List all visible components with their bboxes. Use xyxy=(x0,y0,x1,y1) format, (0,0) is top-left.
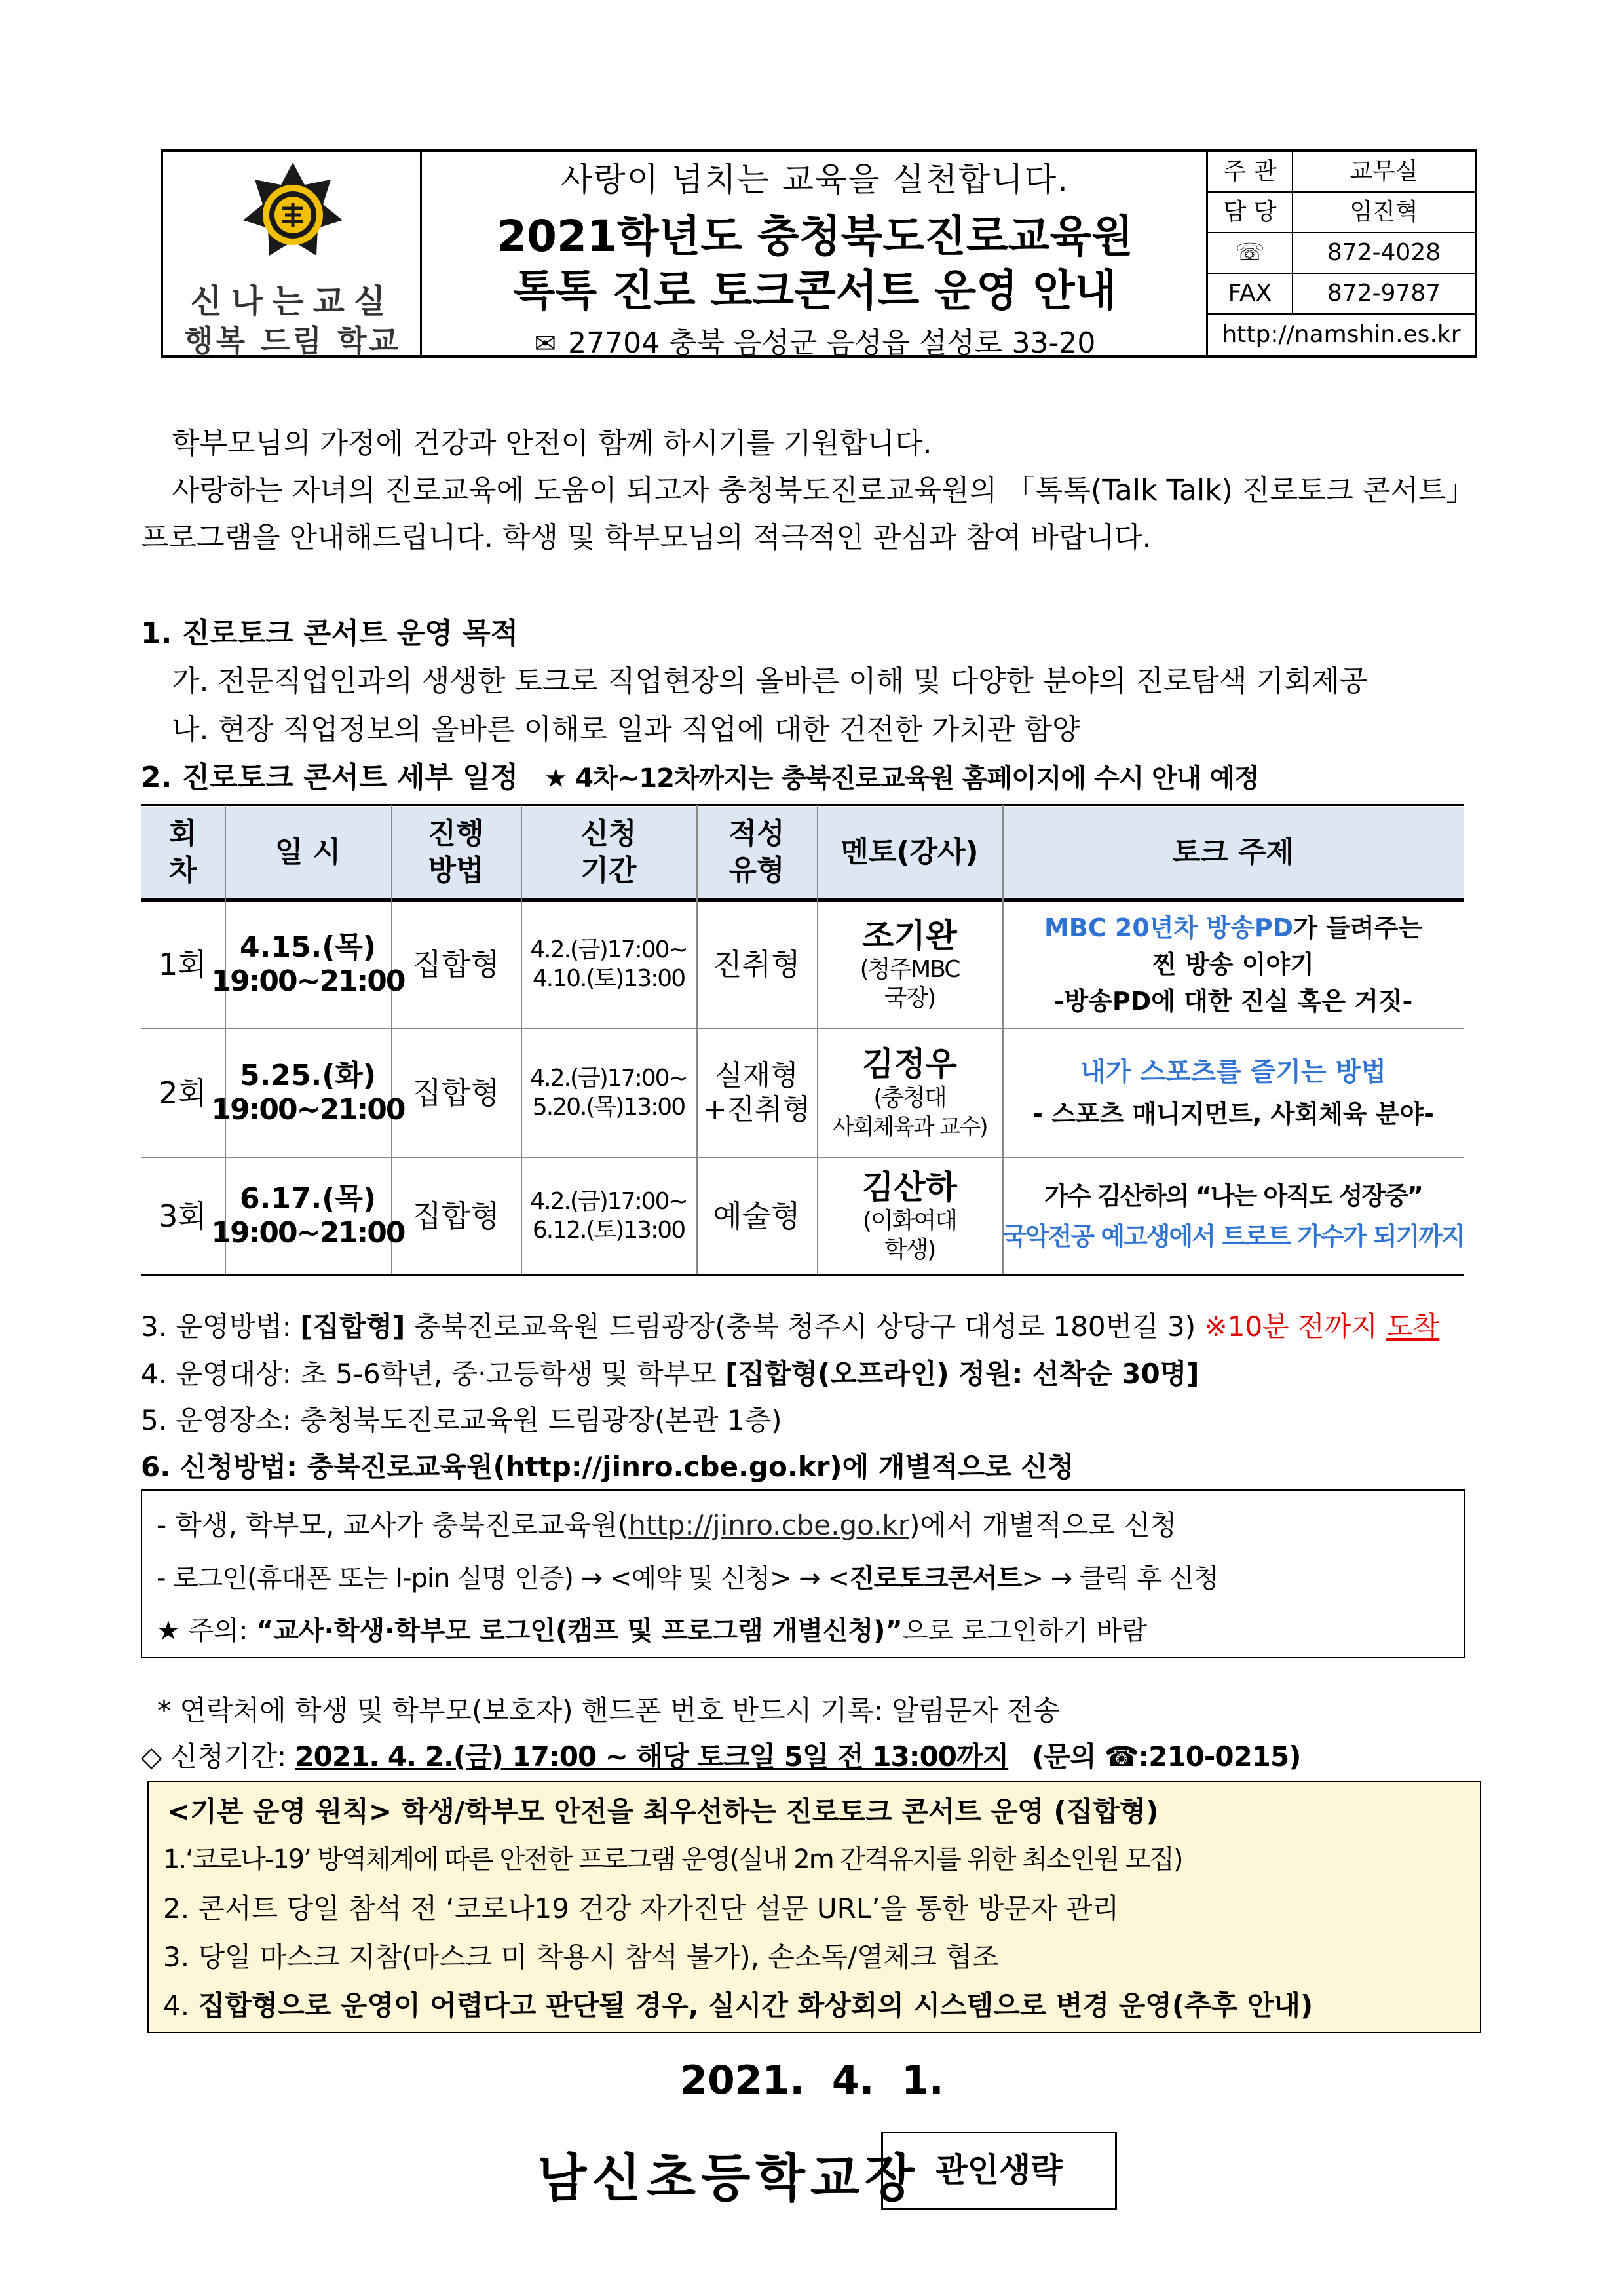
operation-principles-box xyxy=(147,1781,1481,2033)
school-website-link[interactable]: http://namshin.es.kr xyxy=(1222,321,1461,348)
official-seal-omitted: 관인생략 xyxy=(881,2132,1117,2210)
info-row xyxy=(1208,274,1475,315)
section-heading: 1. 진로토크 콘서트 운영 목적 xyxy=(141,617,519,650)
table-row-datetime: 5.25.(화) 19:00~21:00 xyxy=(211,1059,405,1126)
purpose-item: 가. 전문직업인과의 생생한 토크로 직업현장의 올바른 이해 및 다양한 분야의 진로탐색 기회제공 xyxy=(172,664,1368,698)
principle-item: 1.‘코로나-19’ 방역체계에 따른 안전한 프로그램 운영(실내 2m 간격유지를 위한 최소인원 모집) xyxy=(163,1845,1182,1875)
info-key: FAX xyxy=(1208,274,1293,313)
principle-item: 3. 당일 마스크 지참(마스크 미 착용시 참석 불가), 손소독/열체크 협조 xyxy=(163,1941,999,1973)
schedule-table xyxy=(141,801,1464,1278)
school-logo-panel xyxy=(163,152,422,358)
table-row-mentor: 김정우 (충청대 사회체육과 교수) xyxy=(832,1045,987,1140)
header-title-panel xyxy=(422,152,1208,360)
table-row-method: 집합형 xyxy=(412,1075,500,1111)
info-key: 주 관 xyxy=(1208,152,1293,191)
col-header-mentor: 멘토(강사) xyxy=(840,835,979,869)
table-row-topic: 내가 스포츠를 즐기는 방법 - 스포츠 매니지먼트, 사회체육 분야- xyxy=(1032,1057,1434,1128)
table-row-type: 예술형 xyxy=(713,1198,801,1234)
principle-item: 2. 콘서트 당일 참석 전 ‘코로나19 건강 자가진단 설문 URL’을 통한 방문자 관리 xyxy=(163,1892,1120,1924)
application-instructions-box xyxy=(141,1489,1465,1658)
contact-note: * 연락처에 학생 및 학부모(보호자) 핸드폰 번호 반드시 기록: 알림문자 전송 xyxy=(157,1694,1061,1727)
col-header-type: 적성 유형 xyxy=(728,817,785,887)
document-header xyxy=(161,149,1477,358)
table-row-apply: 4.2.(금)17:00~ 6.12.(토)13:00 xyxy=(530,1188,687,1244)
info-value: 교무실 xyxy=(1350,158,1418,185)
principle-item: 4. 집합형으로 운영이 어렵다고 판단될 경우, 실시간 화상회의 시스템으로 변경 운영(추후 안내) xyxy=(163,1989,1313,2021)
col-header-topic: 토크 주제 xyxy=(1172,835,1294,869)
table-row-apply: 4.2.(금)17:00~ 5.20.(목)13:00 xyxy=(530,1065,687,1120)
table-row-round: 2회 xyxy=(159,1075,207,1111)
instruction-line: - 로그인(휴대폰 또는 I-pin 실명 인증) → <예약 및 신청> → <진로토크콘서트> → 클릭 후 신청 xyxy=(157,1563,1218,1594)
operation-method: 3. 운영방법: [집합형] 충북진로교육원 드림광장(충북 청주시 상당구 대성로 180번길 3) ※10분 전까지 도착 xyxy=(141,1311,1440,1343)
slogan: 사랑이 넘치는 교육을 실천합니다. xyxy=(561,161,1069,199)
table-row-type: 실재형 +진취형 xyxy=(702,1059,811,1126)
page-title-line1: 2021학년도 충청북도진로교육원 xyxy=(497,211,1133,261)
info-value: 872-4028 xyxy=(1327,239,1441,266)
mail-icon: ✉ xyxy=(534,329,557,359)
phone-icon: ☏ xyxy=(1208,233,1293,273)
intro-line: 사랑하는 자녀의 진로교육에 도움이 되고자 충청북도진로교육원의 「톡톡(Talk Talk) 진로토크 콘서트」 xyxy=(172,474,1475,507)
info-value: 임진혁 xyxy=(1350,199,1418,225)
application-method-heading: 6. 신청방법: 충북진로교육원(http://jinro.cbe.go.kr)에 개별적으로 신청 xyxy=(141,1451,1074,1483)
col-header-method: 진행 방법 xyxy=(428,817,484,887)
jinro-website-link[interactable]: http://jinro.cbe.go.kr xyxy=(628,1509,910,1541)
principles-title: <기본 운영 원칙> 학생/학부모 안전을 최우선하는 진로토크 콘서트 운영 (집합형) xyxy=(167,1795,1159,1827)
info-key: 담 당 xyxy=(1208,193,1293,232)
info-row xyxy=(1208,193,1475,233)
table-row-round: 3회 xyxy=(159,1198,207,1234)
table-row-mentor: 조기완 (청주MBC 국장) xyxy=(859,917,960,1012)
intro-line: 프로그램을 안내해드립니다. 학생 및 학부모님의 적극적인 관심과 참여 바랍니다. xyxy=(141,521,1152,554)
table-row-method: 집합형 xyxy=(412,947,500,982)
instruction-line: ★ 주의: “교사·학생·학부모 로그인(캠프 및 프로그램 개별신청)”으로 로그인하기 바람 xyxy=(157,1616,1147,1646)
table-row-method: 집합형 xyxy=(412,1198,500,1234)
application-period: ◇ 신청기간: 2021. 4. 2.(금) 17:00 ~ 해당 토크일 5일 전 13:00까지 (문의 ☎:210-0215) xyxy=(141,1740,1301,1772)
logo-subtitle: 행복 드림 학교 xyxy=(184,323,401,358)
table-row-topic: 가수 김산하의 “나는 아직도 성장중” 국악전공 예고생에서 트로트 가수가 되기까지 xyxy=(1002,1181,1464,1251)
operation-venue: 5. 운영장소: 충청북도진로교육원 드림광장(본관 1층) xyxy=(141,1404,782,1436)
table-row-datetime: 4.15.(목) 19:00~21:00 xyxy=(211,930,405,998)
header-info-table xyxy=(1208,152,1475,355)
table-row-apply: 4.2.(금)17:00~ 4.10.(토)13:00 xyxy=(530,936,687,992)
table-row-mentor: 김산하 (이화여대 학생) xyxy=(862,1168,957,1263)
instruction-line: - 학생, 학부모, 교사가 충북진로교육원(http://jinro.cbe.go.kr)에서 개별적으로 신청 xyxy=(157,1509,1177,1541)
intro-line: 학부모님의 가정에 건강과 안전이 함께 하시기를 기원합니다. xyxy=(172,427,932,460)
school-emblem-icon xyxy=(240,160,345,268)
table-row-datetime: 6.17.(목) 19:00~21:00 xyxy=(211,1182,405,1250)
table-row-topic: MBC 20년차 방송PD가 들려주는 찐 방송 이야기 -방송PD에 대한 진실 혹은 거짓- xyxy=(1044,913,1422,1016)
col-header-apply: 신청 기간 xyxy=(580,817,637,887)
page-title-line2: 톡톡 진로 토크콘서트 운영 안내 xyxy=(513,265,1117,316)
logo-motto: 신나는교실 xyxy=(190,282,395,320)
info-row xyxy=(1208,152,1475,193)
section-heading: 2. 진로토크 콘서트 세부 일정 ★ 4차~12차까지는 충북진로교육원 홈페이지에 수시 안내 예정 xyxy=(141,761,1259,794)
table-row-round: 1회 xyxy=(159,947,207,982)
table-row-type: 진취형 xyxy=(713,947,801,982)
col-header-round: 회 차 xyxy=(168,817,197,887)
purpose-item: 나. 현장 직업정보의 올바른 이해로 일과 직업에 대한 건전한 가치관 함양 xyxy=(172,713,1080,746)
signer-title: 남신초등학교장 xyxy=(537,2149,920,2208)
info-value: 872-9787 xyxy=(1327,280,1441,307)
document-date: 2021. 4. 1. xyxy=(680,2057,944,2103)
school-address: ✉ 27704 충북 음성군 음성읍 설성로 33-20 xyxy=(534,326,1096,360)
schedule-note: ★ 4차~12차까지는 충북진로교육원 홈페이지에 수시 안내 예정 xyxy=(544,763,1259,794)
operation-target: 4. 운영대상: 초 5-6학년, 중·고등학생 및 학부모 [집합형(오프라인) 정원: 선착순 30명] xyxy=(141,1358,1199,1390)
info-row xyxy=(1208,233,1475,274)
col-header-datetime: 일 시 xyxy=(274,835,341,869)
